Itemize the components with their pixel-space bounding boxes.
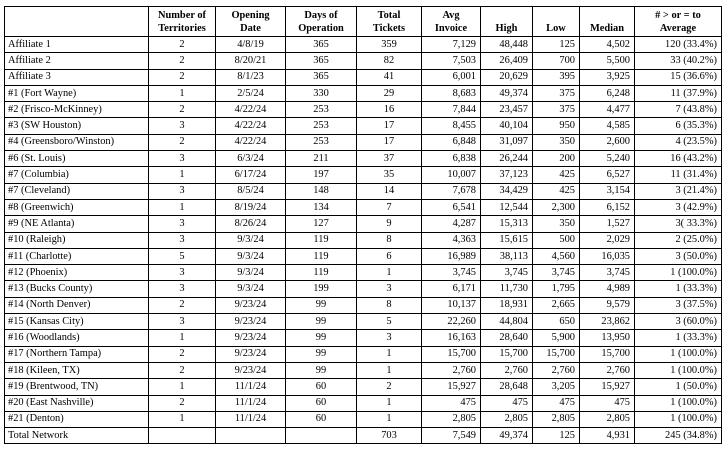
cell-low: 2,805 [533,411,580,427]
table-row [5,167,722,183]
cell-invoice: 4,287 [422,216,481,232]
cell-invoice: 10,007 [422,167,481,183]
cell-high: 26,409 [481,53,533,69]
cell-low: 700 [533,53,580,69]
cell-days: 253 [286,118,357,134]
cell-tickets: 5 [357,314,422,330]
cell-high: 31,097 [481,134,533,150]
cell-low: 375 [533,85,580,101]
cell-tickets: 14 [357,183,422,199]
cell-above: 1 (33.3%) [635,281,722,297]
table-row [5,102,722,118]
cell-low: 5,900 [533,330,580,346]
cell-median: 2,029 [580,232,635,248]
cell-tickets: 3 [357,330,422,346]
table-row [5,346,722,362]
cell-days: 127 [286,216,357,232]
cell-opening: 8/19/24 [216,199,286,215]
cell-territories: 2 [149,134,216,150]
cell-tickets: 29 [357,85,422,101]
table-row [5,151,722,167]
cell-name: #3 (SW Houston) [5,118,149,134]
cell-above: 1 (50.0%) [635,379,722,395]
cell-low: 650 [533,314,580,330]
cell-territories: 2 [149,53,216,69]
cell-days: 99 [286,346,357,362]
cell-territories: 3 [149,118,216,134]
cell-invoice: 15,927 [422,379,481,395]
cell-tickets: 2 [357,379,422,395]
cell-name: #7 (Columbia) [5,167,149,183]
cell-high: 15,700 [481,346,533,362]
cell-opening: 8/26/24 [216,216,286,232]
cell-territories: 1 [149,379,216,395]
table-row [5,314,722,330]
cell-name: #9 (NE Atlanta) [5,216,149,232]
cell-opening: 9/3/24 [216,248,286,264]
cell-opening: 4/22/24 [216,118,286,134]
cell-above: 3 (60.0%) [635,314,722,330]
cell-name: #18 (Kileen, TX) [5,362,149,378]
cell-opening: 4/22/24 [216,102,286,118]
cell-opening: 11/1/24 [216,379,286,395]
cell-territories: 2 [149,297,216,313]
cell-high: 49,374 [481,85,533,101]
cell-median: 4,502 [580,37,635,53]
cell-invoice: 16,989 [422,248,481,264]
cell-days: 99 [286,297,357,313]
cell-tickets: 8 [357,297,422,313]
cell-opening: 4/22/24 [216,134,286,150]
cell-days: 253 [286,102,357,118]
cell-territories: 2 [149,346,216,362]
cell-days: 134 [286,199,357,215]
cell-median: 13,950 [580,330,635,346]
cell-median: 3,154 [580,183,635,199]
cell-territories: 1 [149,167,216,183]
cell-territories: 1 [149,85,216,101]
cell-opening: 9/3/24 [216,265,286,281]
cell-name: Total Network [5,428,149,444]
cell-high: 2,760 [481,362,533,378]
cell-above: 245 (34.8%) [635,428,722,444]
cell-tickets: 3 [357,281,422,297]
cell-high: 2,805 [481,411,533,427]
table-row [5,297,722,313]
cell-tickets: 9 [357,216,422,232]
cell-territories: 3 [149,314,216,330]
cell-median: 6,152 [580,199,635,215]
table-row [5,85,722,101]
header-high: High [481,7,533,37]
cell-tickets: 1 [357,346,422,362]
header-low: Low [533,7,580,37]
cell-low: 1,795 [533,281,580,297]
cell-low: 2,665 [533,297,580,313]
cell-opening: 6/3/24 [216,151,286,167]
table-row [5,395,722,411]
cell-territories: 3 [149,265,216,281]
header-median: Median [580,7,635,37]
cell-invoice: 6,171 [422,281,481,297]
header-above-average: # > or = to Average [635,7,722,37]
cell-name: #10 (Raleigh) [5,232,149,248]
cell-low: 950 [533,118,580,134]
cell-opening: 8/1/23 [216,69,286,85]
cell-opening: 9/23/24 [216,297,286,313]
cell-opening: 8/20/21 [216,53,286,69]
cell-invoice: 8,683 [422,85,481,101]
cell-high: 44,804 [481,314,533,330]
cell-days: 99 [286,362,357,378]
cell-name: #8 (Greenwich) [5,199,149,215]
cell-high: 48,448 [481,37,533,53]
cell-opening: 8/5/24 [216,183,286,199]
cell-tickets: 1 [357,362,422,378]
cell-above: 11 (31.4%) [635,167,722,183]
cell-low: 125 [533,428,580,444]
cell-tickets: 6 [357,248,422,264]
cell-tickets: 1 [357,265,422,281]
cell-invoice: 6,848 [422,134,481,150]
cell-median: 5,240 [580,151,635,167]
cell-above: 16 (43.2%) [635,151,722,167]
table-row [5,362,722,378]
cell-above: 3 (37.5%) [635,297,722,313]
cell-tickets: 7 [357,199,422,215]
cell-days: 119 [286,265,357,281]
cell-above: 33 (40.2%) [635,53,722,69]
cell-invoice: 2,760 [422,362,481,378]
cell-territories: 3 [149,216,216,232]
cell-low: 2,760 [533,362,580,378]
table-row [5,69,722,85]
table-row [5,281,722,297]
cell-high: 28,640 [481,330,533,346]
cell-invoice: 8,455 [422,118,481,134]
cell-days: 60 [286,395,357,411]
cell-tickets: 37 [357,151,422,167]
header-opening-date: Opening Date [216,7,286,37]
cell-opening: 11/1/24 [216,411,286,427]
cell-tickets: 17 [357,118,422,134]
cell-invoice: 2,805 [422,411,481,427]
cell-median: 16,035 [580,248,635,264]
cell-territories: 2 [149,37,216,53]
cell-above: 3 (50.0%) [635,248,722,264]
cell-median: 6,248 [580,85,635,101]
cell-low: 375 [533,102,580,118]
cell-name: #17 (Northern Tampa) [5,346,149,362]
cell-low: 425 [533,183,580,199]
cell-tickets: 703 [357,428,422,444]
cell-high: 12,544 [481,199,533,215]
cell-low: 395 [533,69,580,85]
cell-name: #1 (Fort Wayne) [5,85,149,101]
cell-name: #4 (Greensboro/Winston) [5,134,149,150]
cell-days: 60 [286,411,357,427]
header-territories: Number of Territories [149,7,216,37]
cell-territories: 2 [149,69,216,85]
cell-high: 28,648 [481,379,533,395]
table-row [5,37,722,53]
table-row [5,248,722,264]
cell-days: 148 [286,183,357,199]
cell-name: #12 (Phoenix) [5,265,149,281]
cell-high: 3,745 [481,265,533,281]
cell-name: Affiliate 3 [5,69,149,85]
cell-territories: 2 [149,102,216,118]
cell-opening: 6/17/24 [216,167,286,183]
cell-high: 49,374 [481,428,533,444]
cell-above: 120 (33.4%) [635,37,722,53]
cell-territories: 1 [149,411,216,427]
cell-days: 365 [286,69,357,85]
cell-name: #6 (St. Louis) [5,151,149,167]
cell-opening: 11/1/24 [216,395,286,411]
cell-territories: 1 [149,330,216,346]
cell-invoice: 475 [422,395,481,411]
cell-above: 7 (43.8%) [635,102,722,118]
cell-median: 3,745 [580,265,635,281]
cell-tickets: 1 [357,395,422,411]
cell-territories: 5 [149,248,216,264]
cell-median: 5,500 [580,53,635,69]
cell-high: 40,104 [481,118,533,134]
cell-name: #7 (Cleveland) [5,183,149,199]
cell-invoice: 4,363 [422,232,481,248]
table-row [5,118,722,134]
cell-high: 475 [481,395,533,411]
cell-above: 11 (37.9%) [635,85,722,101]
cell-name: #21 (Denton) [5,411,149,427]
cell-name: #15 (Kansas City) [5,314,149,330]
cell-low: 350 [533,134,580,150]
cell-days: 99 [286,330,357,346]
cell-above: 1 (100.0%) [635,265,722,281]
cell-invoice: 6,541 [422,199,481,215]
cell-above: 4 (23.5%) [635,134,722,150]
cell-above: 1 (100.0%) [635,362,722,378]
cell-median: 15,700 [580,346,635,362]
cell-name: Affiliate 1 [5,37,149,53]
cell-territories: 3 [149,232,216,248]
cell-invoice: 7,549 [422,428,481,444]
cell-name: #16 (Woodlands) [5,330,149,346]
cell-territories: 3 [149,281,216,297]
cell-name: Affiliate 2 [5,53,149,69]
table-row [5,330,722,346]
cell-median: 2,600 [580,134,635,150]
cell-median: 23,862 [580,314,635,330]
cell-name: #13 (Bucks County) [5,281,149,297]
cell-territories: 1 [149,199,216,215]
cell-invoice: 6,838 [422,151,481,167]
table-row [5,232,722,248]
affiliate-performance-table [4,6,722,444]
cell-high: 26,244 [481,151,533,167]
header-total-tickets: Total Tickets [357,7,422,37]
cell-high: 15,615 [481,232,533,248]
cell-invoice: 16,163 [422,330,481,346]
cell-tickets: 35 [357,167,422,183]
cell-tickets: 1 [357,411,422,427]
cell-opening: 9/23/24 [216,346,286,362]
cell-name: #19 (Brentwood, TN) [5,379,149,395]
cell-name: #14 (North Denver) [5,297,149,313]
cell-median: 2,760 [580,362,635,378]
cell-low: 2,300 [533,199,580,215]
cell-above: 3 (21.4%) [635,183,722,199]
cell-territories: 3 [149,183,216,199]
cell-territories: 3 [149,151,216,167]
cell-median: 9,579 [580,297,635,313]
cell-territories: 2 [149,362,216,378]
cell-invoice: 3,745 [422,265,481,281]
table-row [5,183,722,199]
cell-days: 365 [286,37,357,53]
cell-tickets: 359 [357,37,422,53]
cell-high: 20,629 [481,69,533,85]
cell-name: #11 (Charlotte) [5,248,149,264]
table-row [5,216,722,232]
cell-low: 475 [533,395,580,411]
cell-low: 3,205 [533,379,580,395]
cell-days: 365 [286,53,357,69]
cell-above: 2 (25.0%) [635,232,722,248]
cell-above: 3 (42.9%) [635,199,722,215]
cell-tickets: 8 [357,232,422,248]
cell-median: 475 [580,395,635,411]
header-row [5,7,722,37]
table-container [4,6,722,444]
cell-tickets: 17 [357,134,422,150]
header-days-of-operation: Days of Operation [286,7,357,37]
cell-days: 330 [286,85,357,101]
cell-high: 23,457 [481,102,533,118]
cell-high: 37,123 [481,167,533,183]
cell-above: 6 (35.3%) [635,118,722,134]
cell-opening: 9/23/24 [216,314,286,330]
cell-days: 99 [286,314,357,330]
cell-low: 200 [533,151,580,167]
cell-tickets: 82 [357,53,422,69]
cell-invoice: 7,844 [422,102,481,118]
cell-high: 18,931 [481,297,533,313]
cell-territories [149,428,216,444]
cell-median: 4,989 [580,281,635,297]
cell-above: 1 (100.0%) [635,346,722,362]
table-body [5,37,722,444]
cell-low: 4,560 [533,248,580,264]
cell-low: 350 [533,216,580,232]
cell-invoice: 7,129 [422,37,481,53]
cell-invoice: 6,001 [422,69,481,85]
cell-low: 15,700 [533,346,580,362]
cell-above: 15 (36.6%) [635,69,722,85]
cell-opening: 4/8/19 [216,37,286,53]
cell-median: 3,925 [580,69,635,85]
total-row [5,428,722,444]
cell-tickets: 16 [357,102,422,118]
cell-name: #2 (Frisco-McKinney) [5,102,149,118]
cell-median: 15,927 [580,379,635,395]
cell-days: 60 [286,379,357,395]
cell-opening: 9/3/24 [216,232,286,248]
cell-above: 1 (100.0%) [635,395,722,411]
cell-opening: 2/5/24 [216,85,286,101]
cell-name: #20 (East Nashville) [5,395,149,411]
cell-median: 4,585 [580,118,635,134]
cell-high: 34,429 [481,183,533,199]
table-row [5,265,722,281]
cell-low: 3,745 [533,265,580,281]
cell-opening [216,428,286,444]
cell-median: 2,805 [580,411,635,427]
cell-median: 6,527 [580,167,635,183]
table-row [5,199,722,215]
cell-low: 125 [533,37,580,53]
cell-opening: 9/3/24 [216,281,286,297]
cell-above: 1 (100.0%) [635,411,722,427]
cell-days [286,428,357,444]
cell-invoice: 10,137 [422,297,481,313]
cell-days: 199 [286,281,357,297]
cell-invoice: 15,700 [422,346,481,362]
cell-above: 1 (33.3%) [635,330,722,346]
cell-median: 4,931 [580,428,635,444]
cell-high: 11,730 [481,281,533,297]
cell-low: 425 [533,167,580,183]
cell-invoice: 7,678 [422,183,481,199]
cell-days: 253 [286,134,357,150]
cell-tickets: 41 [357,69,422,85]
header-avg-invoice: Avg Invoice [422,7,481,37]
table-row [5,53,722,69]
cell-territories: 2 [149,395,216,411]
cell-days: 211 [286,151,357,167]
table-row [5,411,722,427]
cell-low: 500 [533,232,580,248]
cell-high: 15,313 [481,216,533,232]
table-row [5,379,722,395]
cell-median: 4,477 [580,102,635,118]
cell-invoice: 7,503 [422,53,481,69]
cell-high: 38,113 [481,248,533,264]
cell-days: 119 [286,232,357,248]
cell-invoice: 22,260 [422,314,481,330]
cell-opening: 9/23/24 [216,362,286,378]
cell-opening: 9/23/24 [216,330,286,346]
cell-days: 197 [286,167,357,183]
table-row [5,134,722,150]
cell-above: 3( 33.3%) [635,216,722,232]
cell-days: 119 [286,248,357,264]
cell-median: 1,527 [580,216,635,232]
header-name [5,7,149,37]
